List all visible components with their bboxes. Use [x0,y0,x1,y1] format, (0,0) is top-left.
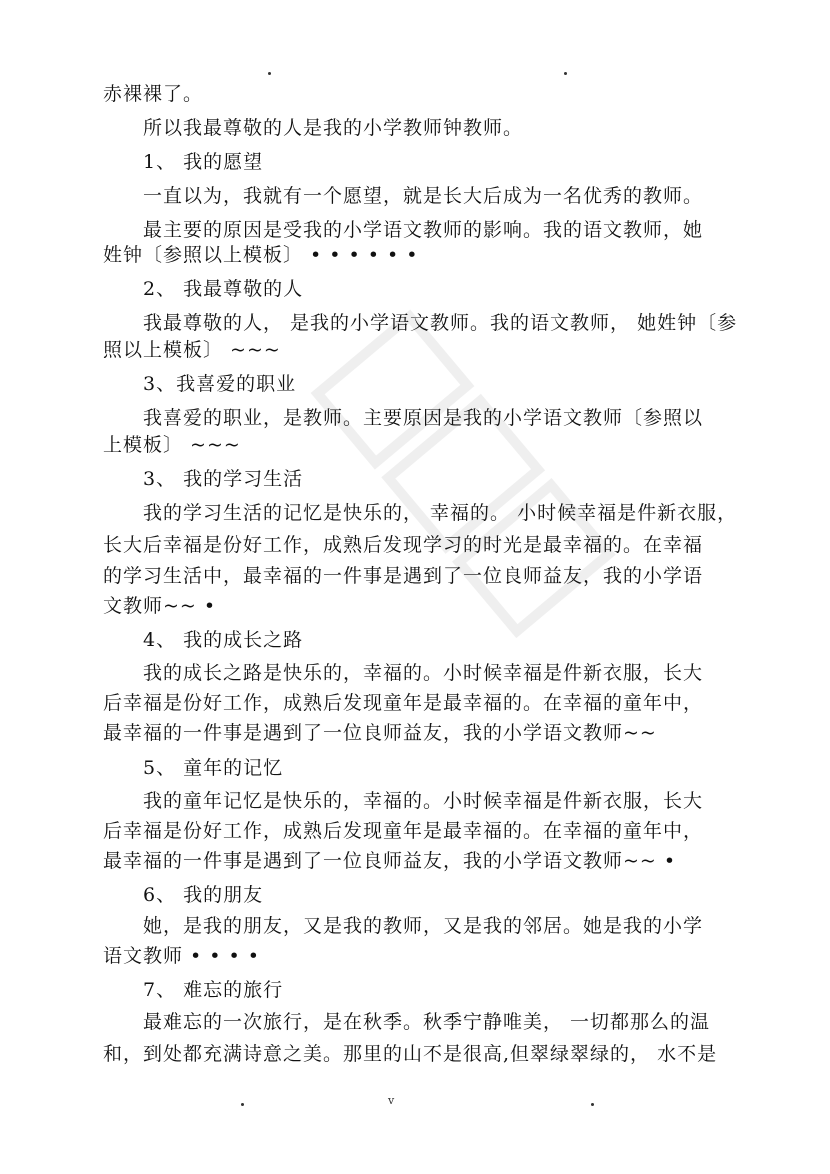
text-line: 最幸福的一件事是遇到了一位良师益友，我的小学语文教师~~ [103,722,657,744]
header-dot [564,72,567,75]
text-line: 最难忘的一次旅行，是在秋季。秋季宁静唯美， 一切都那么的温 [143,1011,711,1033]
text-line: 我的成长之路是快乐的，幸福的。小时候幸福是件新衣服，长大 [143,662,704,684]
header-dot [268,72,271,75]
section-heading: 3、我喜爱的职业 [143,373,297,395]
text-line: 赤裸裸了。 [103,83,204,105]
text-line: 后幸福是份好工作，成熟后发现童年是最幸福的。在幸福的童年中， [103,692,704,714]
text-line: 最幸福的一件事是遇到了一位良师益友，我的小学语文教师~~ • [103,850,677,872]
text-line: 文教师~~ • [103,595,217,617]
text-line: 最主要的原因是受我的小学语文教师的影响。我的语文教师，她 [143,219,704,241]
section-heading: 1、 我的愿望 [143,151,264,173]
text-line: 我的童年记忆是快乐的，幸福的。小时候幸福是件新衣服，长大 [143,790,704,812]
text-line: 长大后幸福是份好工作，成熟后发现学习的时光是最幸福的。在幸福 [103,534,704,556]
text-line: 我喜爱的职业，是教师。主要原因是我的小学语文教师〔参照以 [143,407,704,429]
section-heading: 2、 我最尊敬的人 [143,278,304,300]
text-line: 姓钟〔参照以上模板〕 • • • • • • [103,244,419,266]
text-line: 后幸福是份好工作，成熟后发现童年是最幸福的。在幸福的童年中， [103,820,704,842]
text-line: 和，到处都充满诗意之美。那里的山不是很高,但翠绿翠绿的， 水不是 [103,1043,718,1065]
text-line: 语文教师 • • • • [103,945,260,967]
footer-page-marker: v [388,1094,395,1107]
section-heading: 7、 难忘的旅行 [143,979,284,1001]
section-heading: 3、 我的学习生活 [143,468,304,490]
text-line: 一直以为，我就有一个愿望，就是长大后成为一名优秀的教师。 [143,185,704,207]
footer-dot [591,1103,594,1106]
section-heading: 6、 我的朋友 [143,884,264,906]
section-heading: 5、 童年的记忆 [143,757,284,779]
text-line: 上模板〕 ~~~ [103,434,241,456]
text-line: 她，是我的朋友，又是我的教师，又是我的邻居。她是我的小学 [143,915,704,937]
text-line: 照以上模板〕 ~~~ [103,339,281,361]
text-line: 的学习生活中，最幸福的一件事是遇到了一位良师益友，我的小学语 [103,565,704,587]
text-line: 所以我最尊敬的人是我的小学教师钟教师。 [143,117,524,139]
text-line: 我的学习生活的记忆是快乐的， 幸福的。 小时候幸福是件新衣服， [143,502,738,524]
footer-dot [241,1103,244,1106]
text-line: 我最尊敬的人， 是我的小学语文教师。我的语文教师， 她姓钟〔参 [143,312,738,334]
section-heading: 4、 我的成长之路 [143,629,304,651]
